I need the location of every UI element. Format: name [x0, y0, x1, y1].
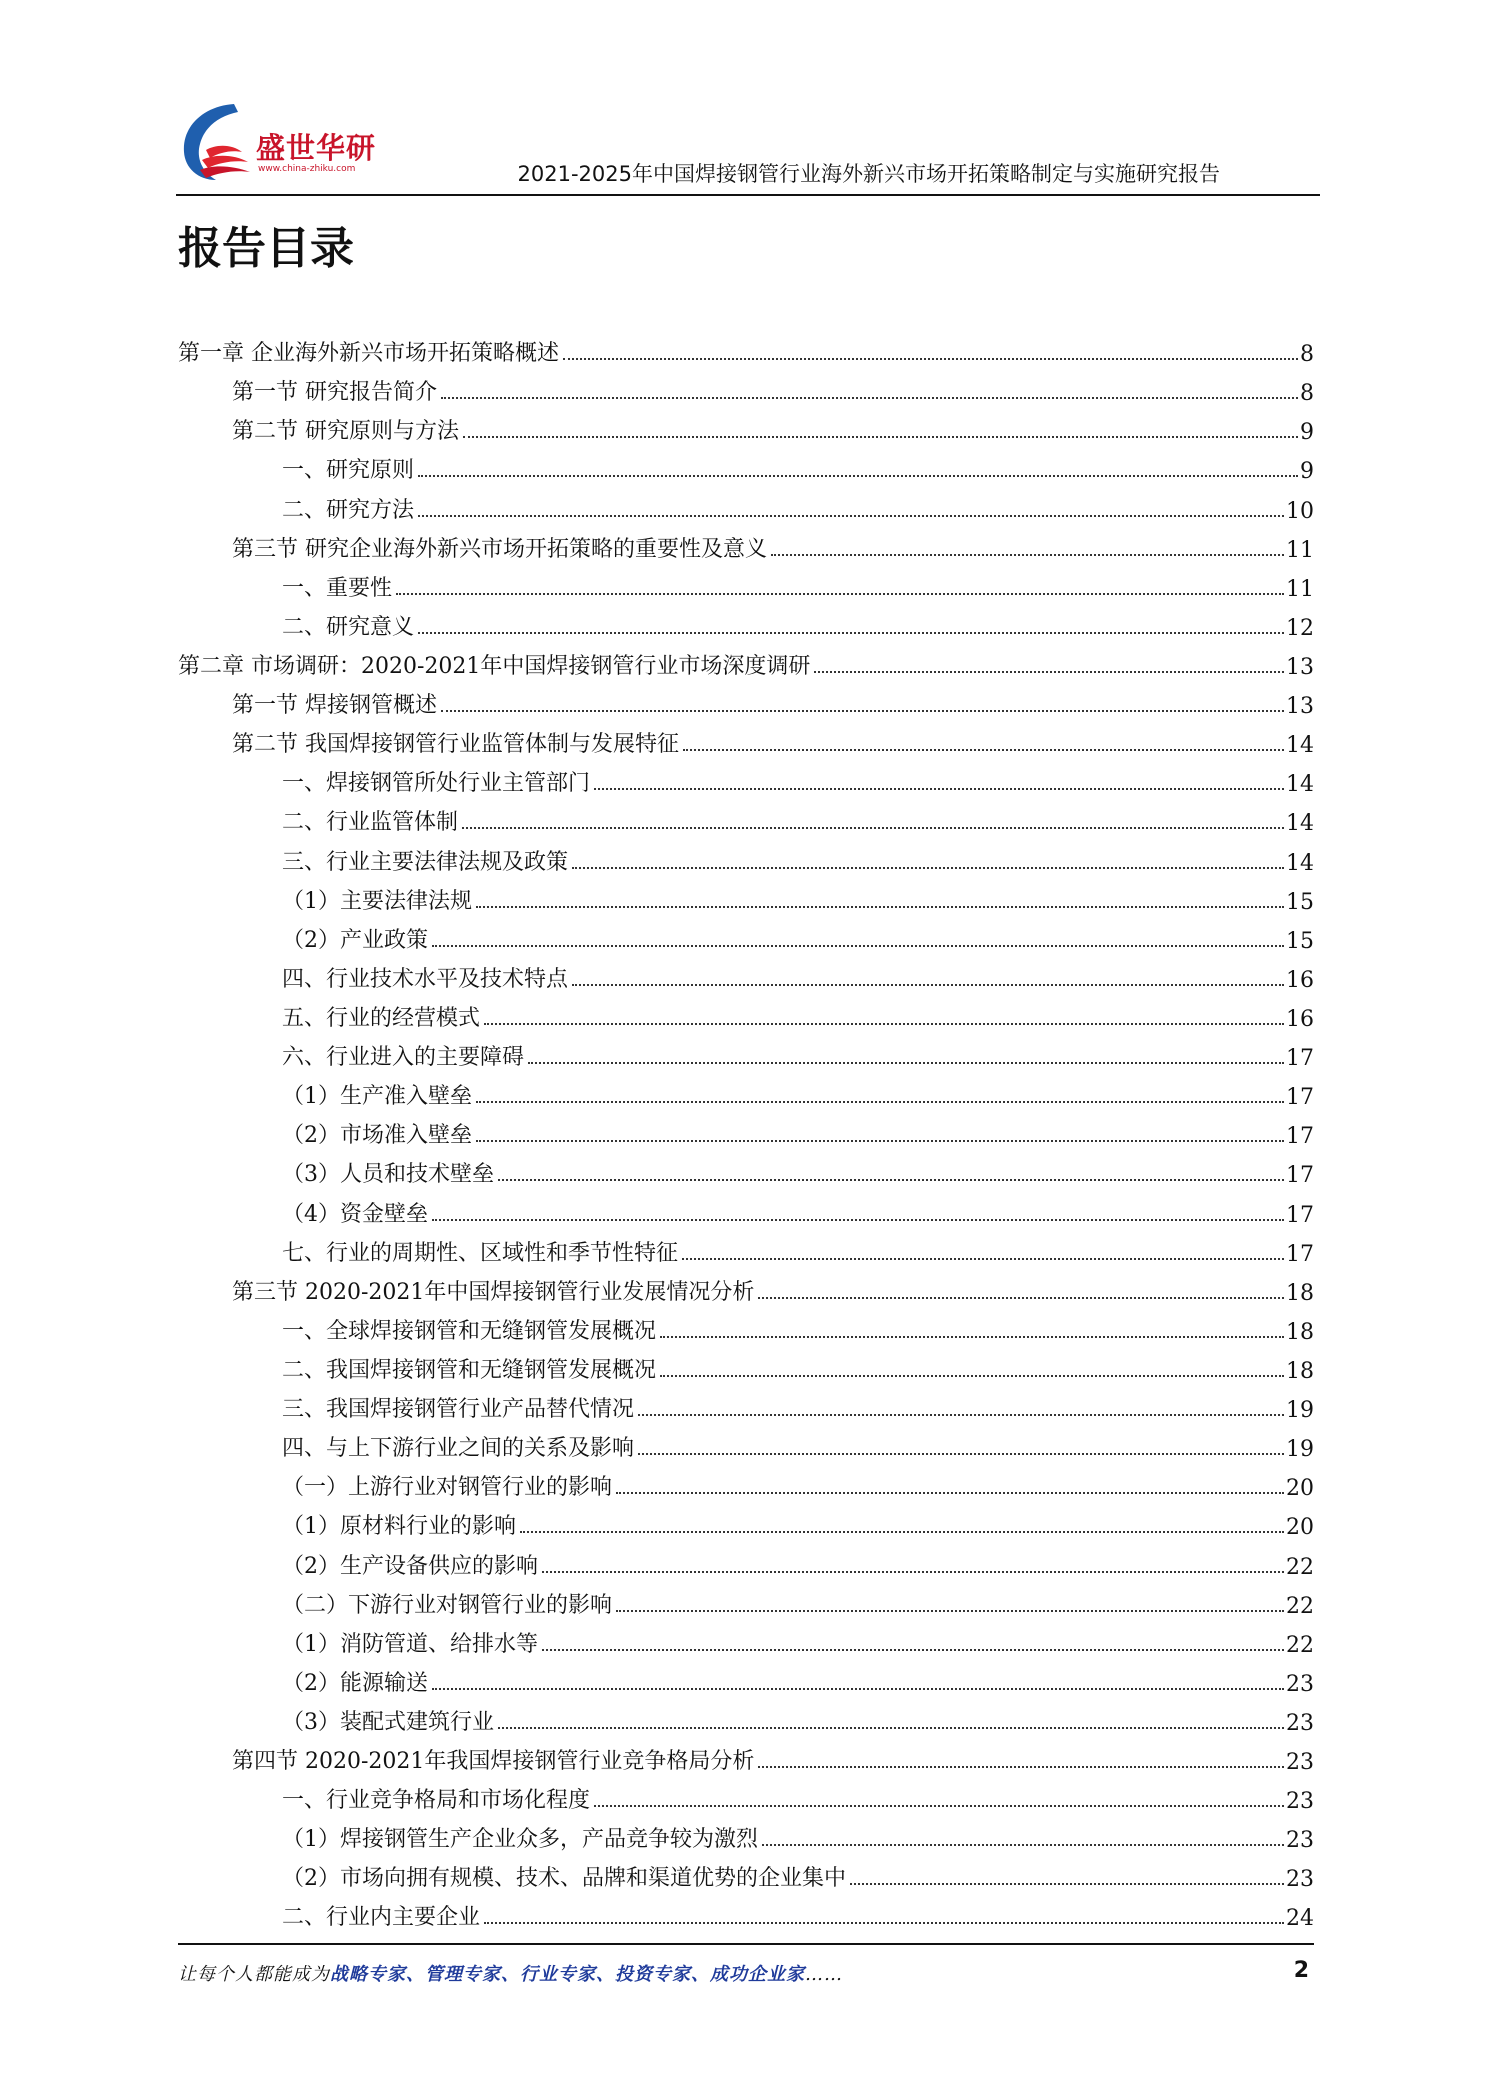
header-divider [176, 194, 1320, 196]
toc-entry-text: 二、研究方法 [282, 497, 415, 523]
toc-entry[interactable] [178, 1853, 1314, 1892]
toc-entry-text: 第四节 2020-2021年我国焊接钢管行业竞争格局分析 [232, 1749, 755, 1775]
logo-emblem-icon [176, 100, 256, 186]
toc-entry[interactable] [178, 563, 1314, 602]
toc-entry-page: 18 [1286, 1280, 1314, 1306]
toc-entry-page: 9 [1300, 459, 1314, 485]
toc-entry[interactable] [178, 1345, 1314, 1384]
toc-entry-page: 16 [1286, 1006, 1314, 1032]
toc-entry[interactable] [178, 719, 1314, 758]
toc-entry-text: 第一章 企业海外新兴市场开拓策略概述 [178, 341, 559, 367]
toc-entry[interactable] [178, 993, 1314, 1032]
toc-entry[interactable] [178, 1306, 1314, 1345]
toc-entry-page: 13 [1286, 694, 1314, 720]
toc-entry[interactable] [178, 445, 1314, 484]
toc-dot-leader [814, 670, 1284, 673]
toc-entry-page: 23 [1286, 1867, 1314, 1893]
toc-entry-page: 22 [1286, 1593, 1314, 1619]
toc-dot-leader [638, 1413, 1284, 1416]
toc-entry-text: （1）焊接钢管生产企业众多，产品竞争较为激烈 [282, 1827, 758, 1853]
toc-dot-leader [476, 1100, 1284, 1103]
toc-entry-text: 七、行业的周期性、区域性和季节性特征 [282, 1240, 679, 1266]
toc-entry-page: 12 [1286, 615, 1314, 641]
toc-dot-leader [542, 1570, 1284, 1573]
toc-dot-leader [498, 1726, 1284, 1729]
toc-entry[interactable] [178, 954, 1314, 993]
toc-entry-page: 17 [1286, 1124, 1314, 1150]
toc-entry-text: （1）原材料行业的影响 [282, 1514, 516, 1540]
toc-entry-text: 一、研究原则 [282, 458, 415, 484]
toc-dot-leader [441, 396, 1298, 399]
toc-dot-leader [594, 787, 1284, 790]
toc-entry-page: 14 [1286, 811, 1314, 837]
toc-dot-leader [484, 1022, 1284, 1025]
toc-entry[interactable] [178, 1423, 1314, 1462]
toc-entry[interactable] [178, 1892, 1314, 1931]
toc-entry-page: 17 [1286, 1085, 1314, 1111]
toc-entry-text: 三、行业主要法律法规及政策 [282, 849, 569, 875]
footer-slogan [178, 1960, 843, 1986]
toc-entry-text: 一、行业竞争格局和市场化程度 [282, 1788, 591, 1814]
toc-entry[interactable] [178, 1149, 1314, 1188]
toc-entry[interactable] [178, 328, 1314, 367]
toc-entry-text: （一）上游行业对钢管行业的影响 [282, 1475, 613, 1501]
toc-entry-text: （3）装配式建筑行业 [282, 1709, 494, 1735]
toc-entry-text: （4）资金壁垒 [282, 1201, 428, 1227]
toc-entry-page: 9 [1300, 420, 1314, 446]
toc-entry[interactable] [178, 1228, 1314, 1267]
toc-entry-page: 19 [1286, 1437, 1314, 1463]
toc-entry[interactable] [178, 915, 1314, 954]
toc-entry-text: 三、我国焊接钢管行业产品替代情况 [282, 1397, 635, 1423]
toc-entry[interactable] [178, 1580, 1314, 1619]
toc-entry-text: （1）主要法律法规 [282, 888, 472, 914]
footer-divider [178, 1943, 1314, 1945]
toc-entry[interactable] [178, 1736, 1314, 1775]
toc-entry-page: 22 [1286, 1554, 1314, 1580]
toc-dot-leader [476, 1139, 1284, 1142]
toc-entry-page: 14 [1286, 850, 1314, 876]
toc-entry[interactable] [178, 1267, 1314, 1306]
toc-entry[interactable] [178, 1540, 1314, 1579]
toc-entry-page: 20 [1286, 1476, 1314, 1502]
toc-entry-page: 10 [1286, 498, 1314, 524]
toc-dot-leader [484, 1921, 1284, 1924]
toc-entry[interactable] [178, 1071, 1314, 1110]
toc-entry-text: （1）消防管道、给排水等 [282, 1631, 538, 1657]
toc-dot-leader [498, 1178, 1284, 1181]
footer-slogan-prefix: 让每个人都能成为 [178, 1964, 330, 1985]
toc-entry[interactable] [178, 1814, 1314, 1853]
toc-dot-leader [762, 1843, 1284, 1846]
toc-entry-page: 8 [1300, 381, 1314, 407]
page-number: 2 [1293, 1958, 1309, 1983]
toc-entry-page: 18 [1286, 1358, 1314, 1384]
logo-url: www.china-zhiku.com [258, 164, 356, 174]
toc-entry-page: 18 [1286, 1319, 1314, 1345]
toc-entry-page: 15 [1286, 889, 1314, 915]
toc-dot-leader [616, 1609, 1284, 1612]
footer-slogan-suffix: …… [805, 1964, 843, 1985]
toc-entry-page: 23 [1286, 1671, 1314, 1697]
toc-dot-leader [660, 1335, 1284, 1338]
toc-entry-page: 16 [1286, 967, 1314, 993]
toc-entry[interactable] [178, 1775, 1314, 1814]
toc-entry[interactable] [178, 836, 1314, 875]
toc-dot-leader [463, 435, 1298, 438]
toc-entry-page: 23 [1286, 1789, 1314, 1815]
toc-entry-page: 23 [1286, 1750, 1314, 1776]
toc-dot-leader [441, 709, 1284, 712]
toc-dot-leader [542, 1648, 1284, 1651]
toc-entry-text: 第一节 研究报告简介 [232, 380, 437, 406]
toc-entry-page: 17 [1286, 1046, 1314, 1072]
toc-entry[interactable] [178, 602, 1314, 641]
toc-entry-page: 11 [1286, 537, 1314, 563]
toc-entry-text: 一、焊接钢管所处行业主管部门 [282, 771, 591, 797]
toc-entry-page: 17 [1286, 1202, 1314, 1228]
toc-entry-page: 15 [1286, 928, 1314, 954]
toc-dot-leader [520, 1530, 1284, 1533]
toc-entry-text: （2）生产设备供应的影响 [282, 1553, 538, 1579]
toc-dot-leader [418, 474, 1298, 477]
page-header [176, 100, 1320, 196]
toc-entry-text: 四、行业技术水平及技术特点 [282, 966, 569, 992]
toc-entry[interactable] [178, 367, 1314, 406]
toc-entry[interactable] [178, 406, 1314, 445]
toc-dot-leader [396, 592, 1284, 595]
toc-dot-leader [528, 1061, 1284, 1064]
toc-entry-page: 13 [1286, 654, 1314, 680]
toc-entry-text: 六、行业进入的主要障碍 [282, 1045, 525, 1071]
toc-dot-leader [771, 553, 1284, 556]
toc-entry-text: 二、研究意义 [282, 614, 415, 640]
toc-dot-leader [683, 748, 1284, 751]
toc-dot-leader [850, 1882, 1284, 1885]
toc-entry-page: 14 [1286, 772, 1314, 798]
toc-entry-page: 11 [1286, 576, 1314, 602]
toc-entry-text: 第三节 2020-2021年中国焊接钢管行业发展情况分析 [232, 1279, 755, 1305]
logo-name: 盛世华研 [256, 131, 377, 165]
toc-entry[interactable] [178, 1384, 1314, 1423]
toc-entry[interactable] [178, 1032, 1314, 1071]
toc-entry[interactable] [178, 1619, 1314, 1658]
toc-dot-leader [572, 866, 1284, 869]
toc-dot-leader [594, 1804, 1284, 1807]
toc-entry[interactable] [178, 524, 1314, 563]
toc-entry-text: （2）市场向拥有规模、技术、品牌和渠道优势的企业集中 [282, 1866, 846, 1892]
toc-entry[interactable] [178, 1697, 1314, 1736]
toc-entry-page: 8 [1300, 342, 1314, 368]
toc-entry-text: 第二章 市场调研：2020-2021年中国焊接钢管行业市场深度调研 [178, 653, 811, 679]
toc-entry-text: 一、重要性 [282, 575, 393, 601]
toc-entry[interactable] [178, 1188, 1314, 1227]
toc-entry-page: 20 [1286, 1515, 1314, 1541]
toc-entry-text: 一、全球焊接钢管和无缝钢管发展概况 [282, 1318, 657, 1344]
toc-dot-leader [418, 514, 1284, 517]
toc-entry-text: 五、行业的经营模式 [282, 1005, 481, 1031]
table-of-contents [178, 328, 1314, 1931]
toc-dot-leader [432, 944, 1284, 947]
toc-entry[interactable] [178, 876, 1314, 915]
toc-entry[interactable] [178, 797, 1314, 836]
toc-entry-text: 第一节 焊接钢管概述 [232, 693, 437, 719]
toc-entry[interactable] [178, 680, 1314, 719]
toc-entry-text: 第二节 我国焊接钢管行业监管体制与发展特征 [232, 732, 679, 758]
toc-dot-leader [572, 983, 1284, 986]
toc-dot-leader [476, 905, 1284, 908]
toc-entry-text: （二）下游行业对钢管行业的影响 [282, 1592, 613, 1618]
toc-entry-page: 17 [1286, 1163, 1314, 1189]
toc-dot-leader [638, 1452, 1284, 1455]
toc-entry[interactable] [178, 1501, 1314, 1540]
toc-entry[interactable] [178, 1658, 1314, 1697]
toc-entry-text: 第二节 研究原则与方法 [232, 419, 459, 445]
toc-dot-leader [432, 1687, 1284, 1690]
toc-dot-leader [682, 1257, 1284, 1260]
toc-entry-page: 19 [1286, 1398, 1314, 1424]
toc-dot-leader [758, 1765, 1284, 1768]
toc-entry-text: （2）产业政策 [282, 927, 428, 953]
toc-entry-text: （2）市场准入壁垒 [282, 1123, 472, 1149]
toc-entry[interactable] [178, 758, 1314, 797]
company-logo [176, 100, 386, 190]
toc-entry[interactable] [178, 641, 1314, 680]
toc-dot-leader [563, 357, 1298, 360]
toc-heading: 报告目录 [178, 223, 354, 274]
toc-entry-text: 二、我国焊接钢管和无缝钢管发展概况 [282, 1357, 657, 1383]
toc-entry-text: （3）人员和技术壁垒 [282, 1162, 494, 1188]
document-title: 2021-2025年中国焊接钢管行业海外新兴市场开拓策略制定与实施研究报告 [517, 162, 1220, 186]
toc-entry[interactable] [178, 484, 1314, 523]
toc-dot-leader [462, 826, 1284, 829]
toc-entry-text: （1）生产准入壁垒 [282, 1084, 472, 1110]
toc-entry-page: 14 [1286, 733, 1314, 759]
toc-dot-leader [418, 631, 1284, 634]
toc-entry-page: 23 [1286, 1710, 1314, 1736]
toc-dot-leader [758, 1296, 1284, 1299]
toc-entry-text: 二、行业内主要企业 [282, 1905, 481, 1931]
toc-entry-text: （2）能源输送 [282, 1670, 428, 1696]
toc-entry-page: 22 [1286, 1632, 1314, 1658]
toc-dot-leader [660, 1374, 1284, 1377]
toc-entry[interactable] [178, 1462, 1314, 1501]
toc-entry-text: 第三节 研究企业海外新兴市场开拓策略的重要性及意义 [232, 536, 767, 562]
toc-entry-page: 24 [1286, 1906, 1314, 1932]
toc-entry-page: 23 [1286, 1828, 1314, 1854]
toc-dot-leader [432, 1218, 1284, 1221]
toc-entry-text: 四、与上下游行业之间的关系及影响 [282, 1436, 635, 1462]
toc-entry[interactable] [178, 1110, 1314, 1149]
toc-entry-text: 二、行业监管体制 [282, 810, 459, 836]
toc-entry-page: 17 [1286, 1241, 1314, 1267]
toc-dot-leader [616, 1491, 1284, 1494]
footer-slogan-highlight: 战略专家、管理专家、行业专家、投资专家、成功企业家 [330, 1964, 805, 1985]
